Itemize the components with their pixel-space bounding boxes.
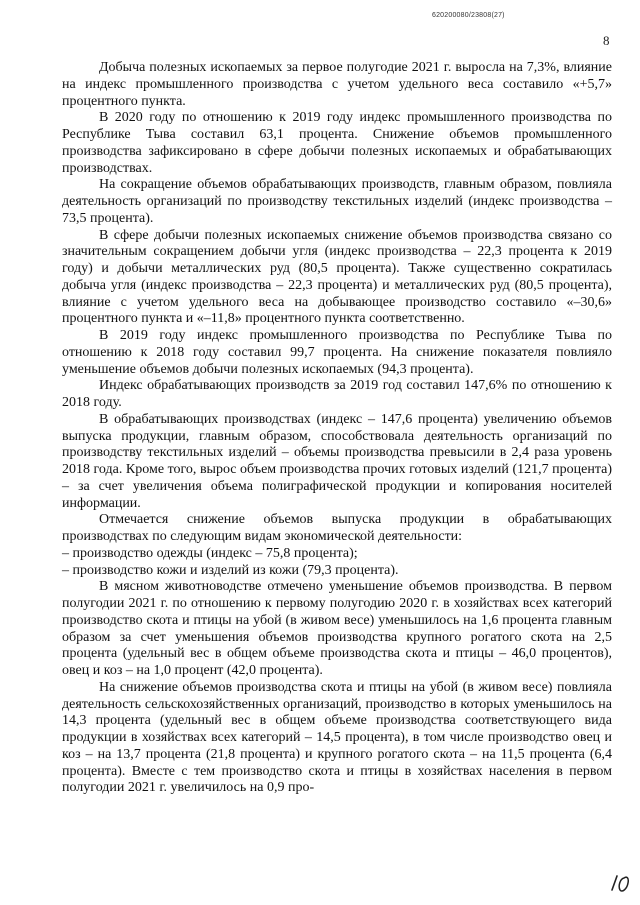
- paragraph: Добыча полезных ископаемых за первое полугодие 2021 г. выросла на 7,3%, влияние на индекс промышленного производства с учетом удельного веса составило «+5,7» процентного пункта.: [62, 60, 612, 109]
- list-item: – производство кожи и изделий из кожи (79,3 процента).: [62, 562, 399, 578]
- paragraph: На снижение объемов производства скота и птицы на убой (в живом весе) повлияла деятельность сельскохозяйственных организаций, производство в которых уменьшилось на 14,3 процента (удельный вес в общем объеме производства соответствующего вида продукции в хозяйствах всех категорий – 14,5 процента), в том числе производство овец и коз – на 13,7 процента (21,8 процента) и крупного рогатого скота – на 11,5 процента (6,4 процента). Вместе с тем производство скота и птицы в хозяйствах населения в первом полугодии 2021 г. увеличилось на 0,9 про-: [62, 679, 612, 796]
- page-number: 8: [603, 33, 610, 48]
- paragraph: В сфере добычи полезных ископаемых снижение объемов производства связано со значительным сокращением добычи угля (индекс производства – 22,3 процента к 2019 году) и добычи металлических руд (80,5 процента). Также существенно сократилась добыча угля (индекс производства – 22,3 процента) и металлических руд (80,5 процента), влияние с учетом удельного веса на добывающее производство составило «–30,6» процентного пункта и «–11,8» процентного пункта соответственно.: [62, 227, 612, 327]
- paragraph: В 2019 году индекс промышленного производства по Республике Тыва по отношению к 2018 году составил 99,7 процента. На снижение показателя повлияло уменьшение объемов добычи полезных ископаемых (94,3 процента).: [62, 328, 612, 377]
- paragraph: В обрабатывающих производствах (индекс – 147,6 процента) увеличению объемов выпуска продукции, главным образом, способствовала деятельность организаций по производству текстильных изделий – объемы производства превысили в 2,4 раза уровень 2018 года. Кроме того, вырос объем производства прочих готовых изделий (121,7 процента) – за счет увеличения объема полиграфической продукции и копирования носителей информации.: [62, 411, 612, 511]
- document-id: 620200080/23808(27): [432, 12, 505, 19]
- paragraph: На сокращение объемов обрабатывающих производств, главным образом, повлияла деятельность организаций по производству текстильных изделий (индекс производства – 73,5 процента).: [62, 177, 612, 226]
- paragraph: В 2020 году по отношению к 2019 году индекс промышленного производства по Республике Тыва составил 63,1 процента. Снижение объемов промышленного производства зафиксировано в сфере добычи полезных ископаемых и обрабатывающих производствах.: [62, 110, 612, 176]
- paragraph: Индекс обрабатывающих производств за 2019 год составил 147,6% по отношению к 2018 году.: [62, 378, 612, 410]
- body-text: [62, 60, 612, 797]
- list-item: – производство одежды (индекс – 75,8 процента);: [62, 545, 358, 561]
- paragraph: Отмечается снижение объемов выпуска продукции в обрабатывающих производствах по следующим видам экономической деятельности:: [62, 512, 612, 544]
- paragraph: В мясном животноводстве отмечено уменьшение объемов производства. В первом полугодии 2021 г. по отношению к первому полугодию 2020 г. в хозяйствах всех категорий производство скота и птицы на убой (в живом весе) уменьшилось на 1,6 процента главным образом за счет уменьшения объемов производства крупного рогатого скота на 2,5 процента (удельный вес в общем объеме производства скота и птицы – 46,0 процентов), овец и коз – на 1,0 процент (42,0 процента).: [62, 579, 612, 678]
- handwritten-page-mark: [608, 872, 636, 894]
